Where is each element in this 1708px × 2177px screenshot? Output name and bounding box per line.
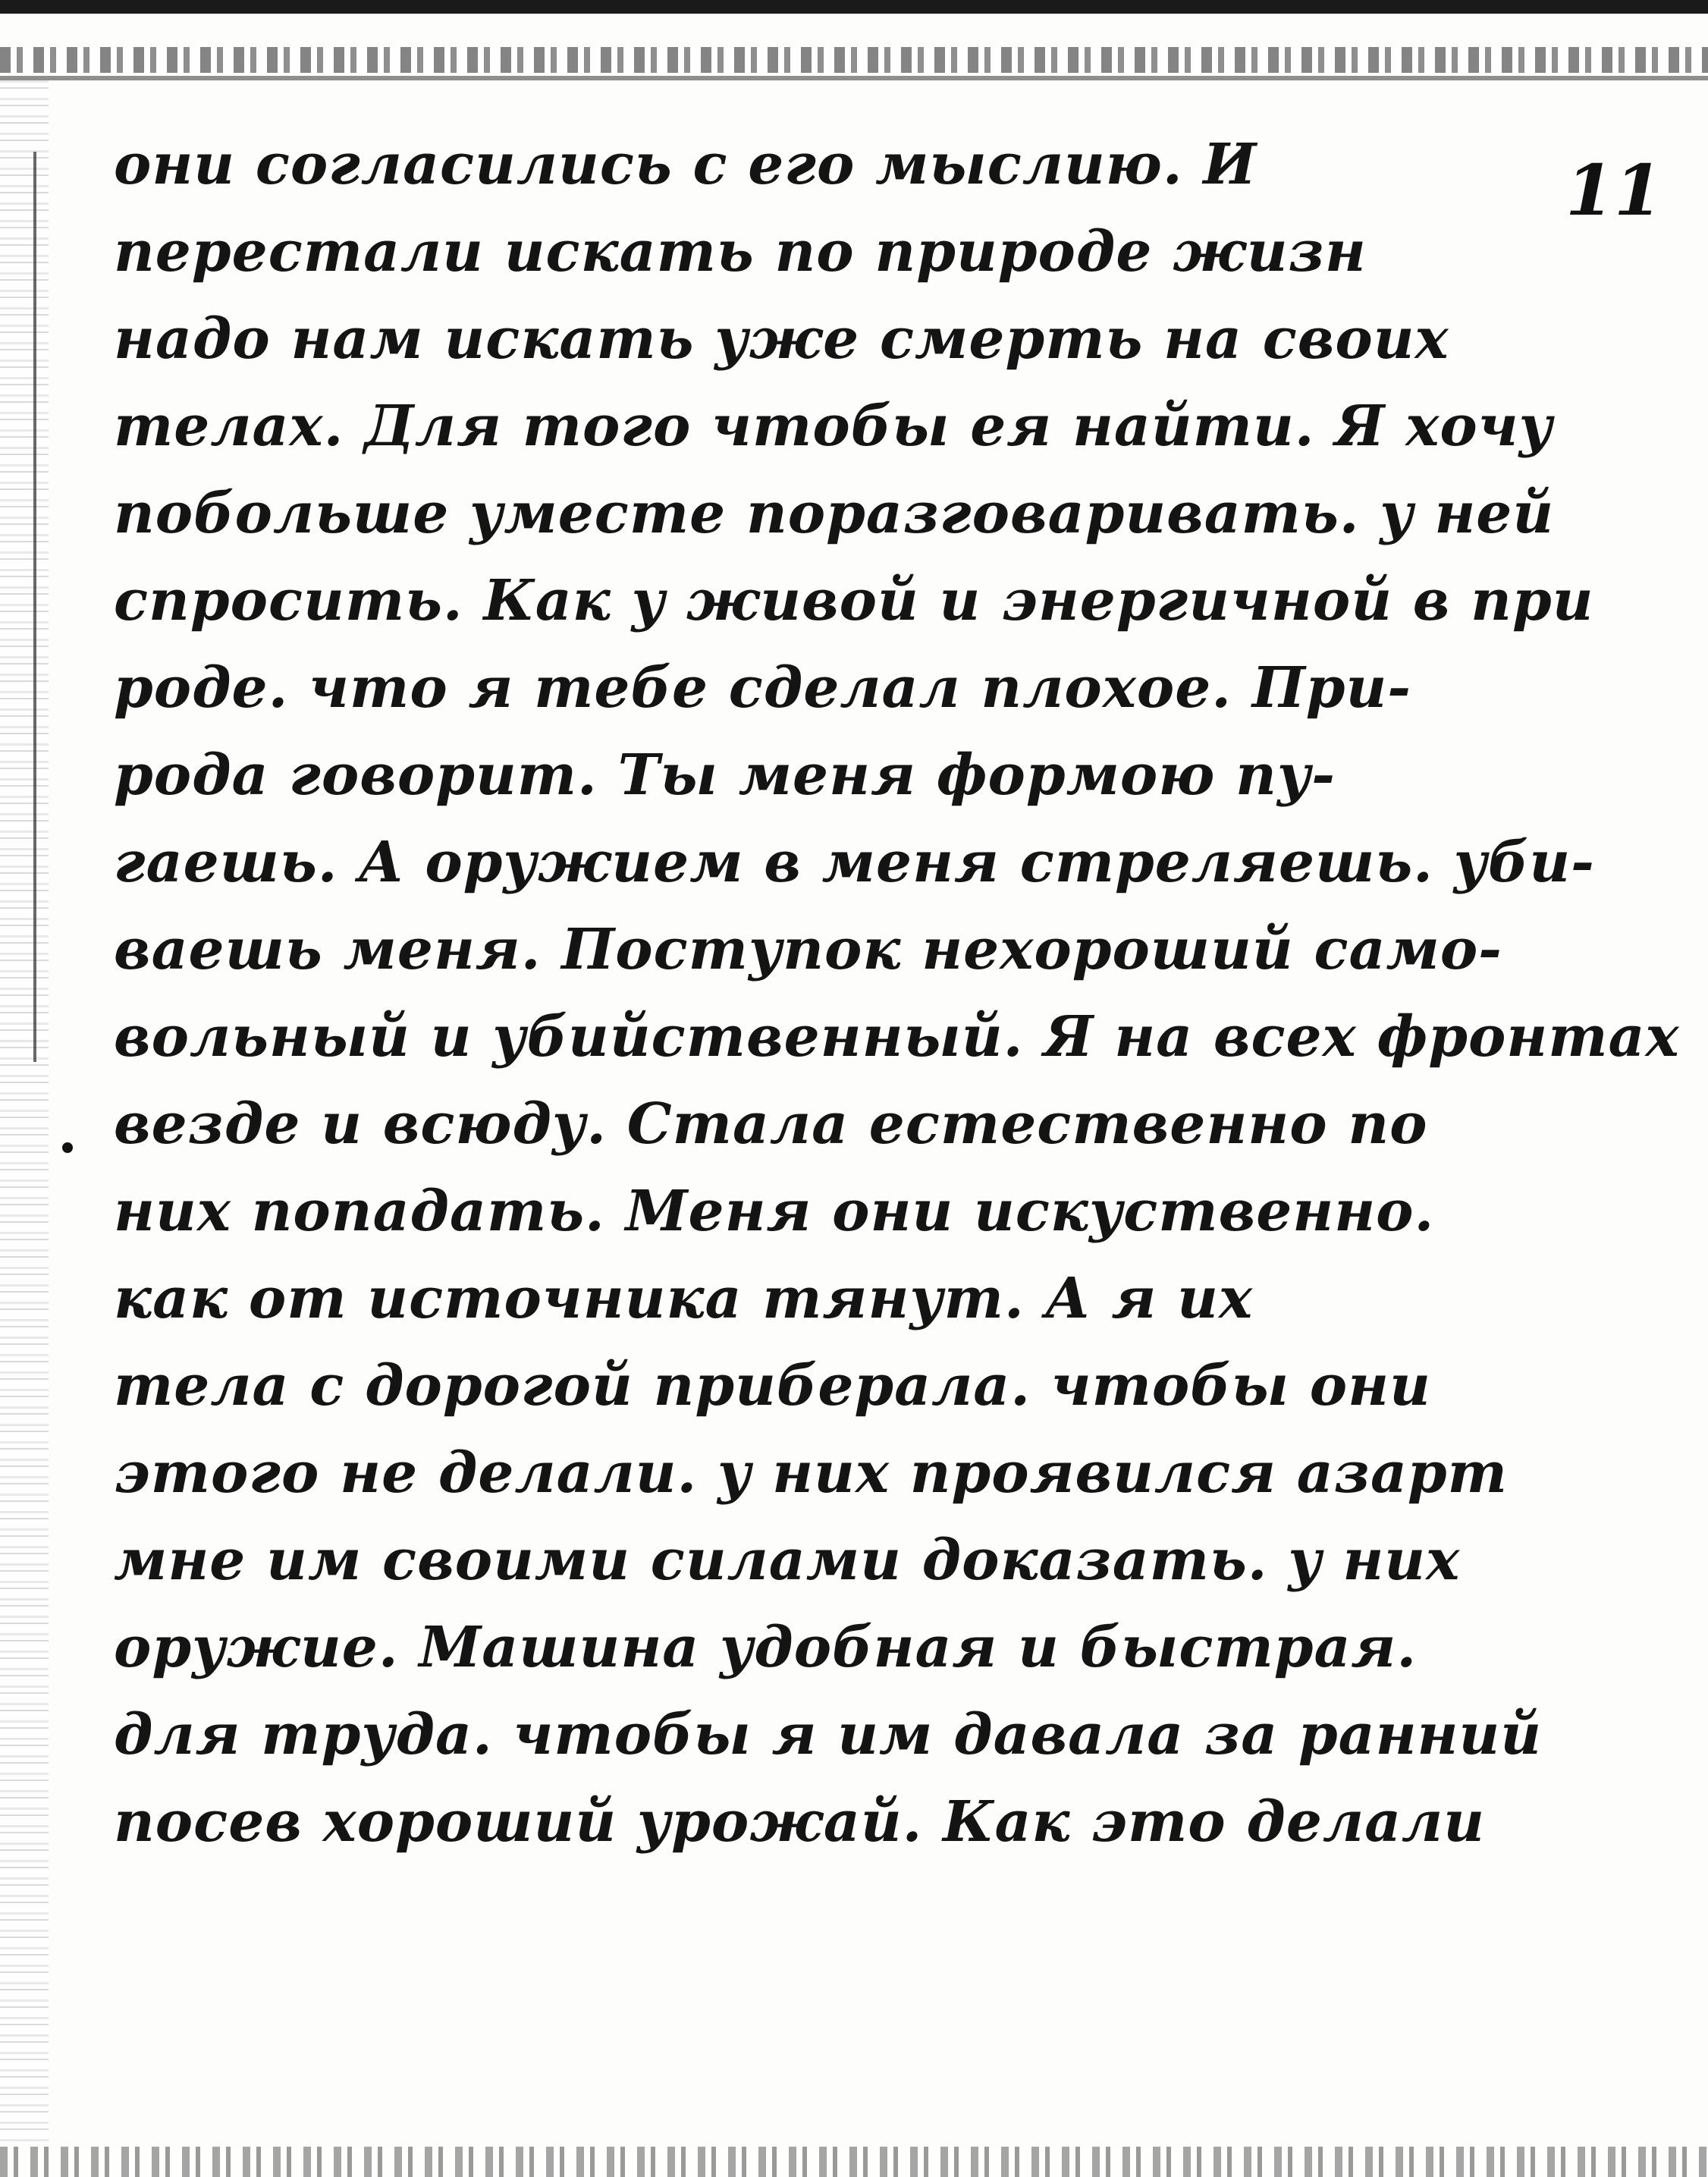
text-line: ваешь меня. Поступок нехороший само- xyxy=(114,917,1502,982)
scan-top-edge xyxy=(0,0,1708,14)
scan-bottom-edge xyxy=(0,2147,1708,2177)
handwritten-text xyxy=(114,121,1680,1866)
text-line: вольный и убийственный. Я на всех фронтах xyxy=(114,1004,1680,1070)
text-line: для труда. чтобы я им давала за ранний xyxy=(114,1702,1543,1767)
text-line: них попадать. Меня они искуственно. xyxy=(114,1179,1435,1244)
text-line: везде и всюду. Стала естественно по xyxy=(114,1092,1428,1157)
text-line: посев хороший урожай. Как это делали xyxy=(114,1789,1486,1855)
text-line: перестали искать по природе жизн xyxy=(114,219,1367,284)
text-line: роде. что я тебе сделал плохое. При- xyxy=(114,655,1412,721)
text-line: телах. Для того чтобы ея найти. Я хочу xyxy=(114,394,1553,459)
text-line: они согласились с его мыслию. И xyxy=(114,132,1257,197)
text-line: рода говорит. Ты меня формою пу- xyxy=(114,743,1336,808)
text-line: спросить. Как у живой и энергичной в при xyxy=(114,568,1594,633)
margin-dot xyxy=(62,1142,73,1153)
page-number: 11 xyxy=(1565,149,1662,231)
text-line: тела с дорогой приберала. чтобы они xyxy=(114,1353,1431,1418)
text-line: как от источника тянут. А я их xyxy=(114,1266,1254,1331)
margin-rule xyxy=(33,152,36,1062)
scan-left-margin xyxy=(0,80,49,2144)
text-line: мне им своими силами доказать. у них xyxy=(114,1528,1461,1593)
text-line: оружие. Машина удобная и быстрая. xyxy=(114,1615,1418,1680)
scan-noise-band xyxy=(0,47,1708,73)
text-line: гаешь. А оружием в меня стреляешь. уби- xyxy=(114,830,1595,895)
text-line: побольше уместе поразговаривать. у ней xyxy=(114,481,1555,546)
text-line: надо нам искать уже смерть на своих xyxy=(114,306,1449,372)
text-line: этого не делали. у них проявился азарт xyxy=(114,1440,1508,1506)
scan-noise-line xyxy=(0,76,1708,80)
